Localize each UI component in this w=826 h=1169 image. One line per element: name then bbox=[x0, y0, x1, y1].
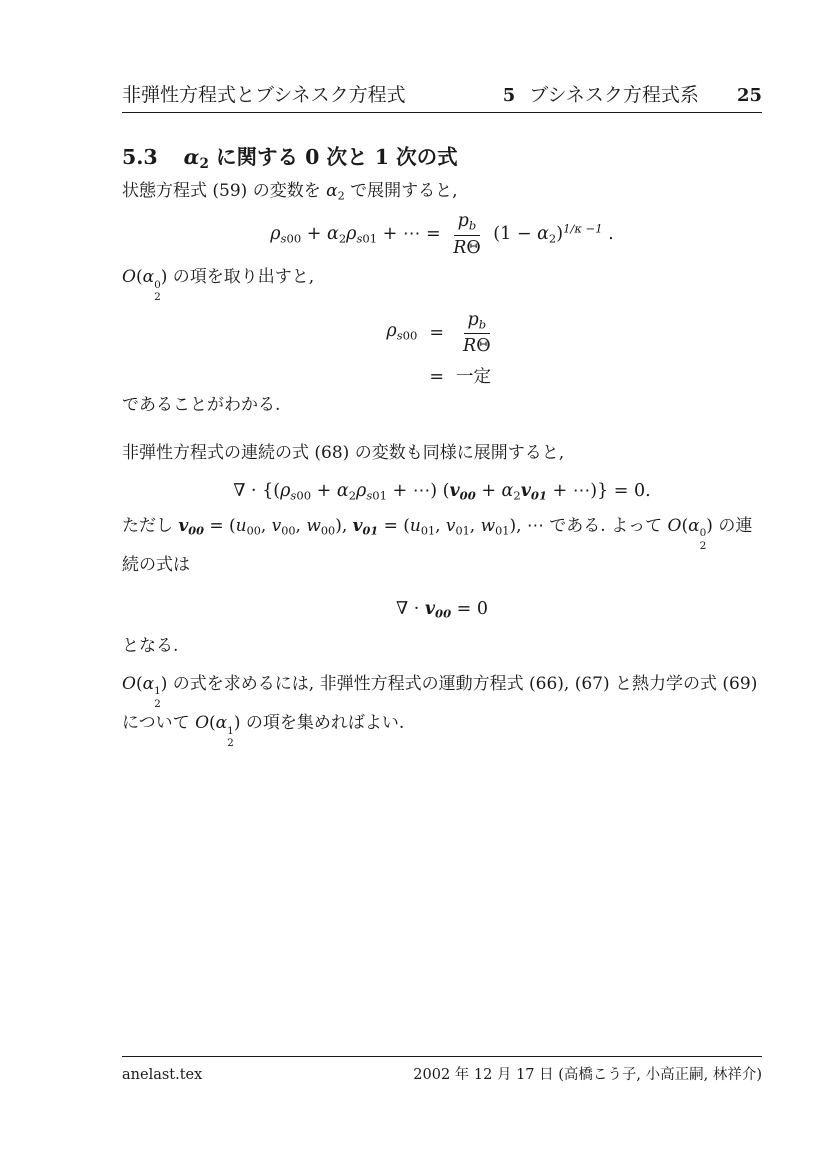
running-header bbox=[122, 0, 762, 113]
section-number: 5.3 bbox=[122, 145, 158, 169]
eq-rhs: 一定 bbox=[456, 367, 492, 388]
eq-relation: = bbox=[429, 367, 445, 388]
equation-state-expanded: ρs00 + α2ρs01 + ⋯ = $\frac{pb}{R\Theta}$ $(1 - \alpha 2)^{1/\kappa -1}$ . bbox=[270, 211, 614, 259]
paragraph-velocity-definition: ただし v00 = (u00, v00, w00), v01 = (u01, v01, w01), ⋯ である. よって O(α 0 2 ) の連続の式は bbox=[122, 515, 753, 576]
paragraph-order1-procedure: O(α 1 2 ) の式を求めるには, 非弾性方程式の運動方程式 (66), (67) と熱力学の式 (69) について O(α 1 2 ) の項を集めればよい. bbox=[122, 673, 758, 749]
header-right-group bbox=[503, 84, 762, 107]
equation-continuity-expanded: ∇ · {(ρs00 + α2ρs01 + ⋯) (v00 + α2v01 + ⋯)} = 0. bbox=[233, 481, 651, 503]
paragraph-continuity-expansion-intro: 非弾性方程式の連続の式 (68) の変数も同様に展開すると, bbox=[122, 443, 565, 464]
paragraph-order0-extract: O(α 0 2 ) の項を取り出すと, bbox=[122, 267, 315, 304]
footer-filename: anelast.tex bbox=[122, 1067, 203, 1083]
eq-rhs: $\frac{pb}{R\Theta}$ bbox=[463, 309, 491, 357]
running-footer bbox=[122, 1056, 762, 1085]
header-document-title: 非弾性方程式とブシネスク方程式 bbox=[122, 84, 406, 106]
section-title: α2 に関する 0 次と 1 次の式 bbox=[183, 145, 458, 173]
section-heading bbox=[122, 143, 762, 178]
footer-date-authors: 2002 年 12 月 17 日 (高橋こう子, 小高正嗣, 林祥介) bbox=[413, 1067, 762, 1083]
eq-lhs: ρs00 bbox=[386, 320, 418, 343]
paragraph-constant-conclusion: であることがわかる. bbox=[122, 395, 281, 416]
eqnarray-rho-constant bbox=[122, 310, 762, 391]
paragraph-tonaru: となる. bbox=[122, 635, 179, 656]
header-section-number: 5 bbox=[502, 85, 516, 106]
eq-relation: = bbox=[429, 323, 445, 344]
header-page-number: 25 bbox=[736, 85, 762, 106]
header-section-title: ブシネスク方程式系 bbox=[529, 84, 699, 106]
paragraph-state-expansion-intro: 状態方程式 (59) の変数を α2 で展開すると, bbox=[122, 181, 458, 203]
equation-continuity-order0: ∇ · v00 = 0 bbox=[395, 599, 489, 621]
